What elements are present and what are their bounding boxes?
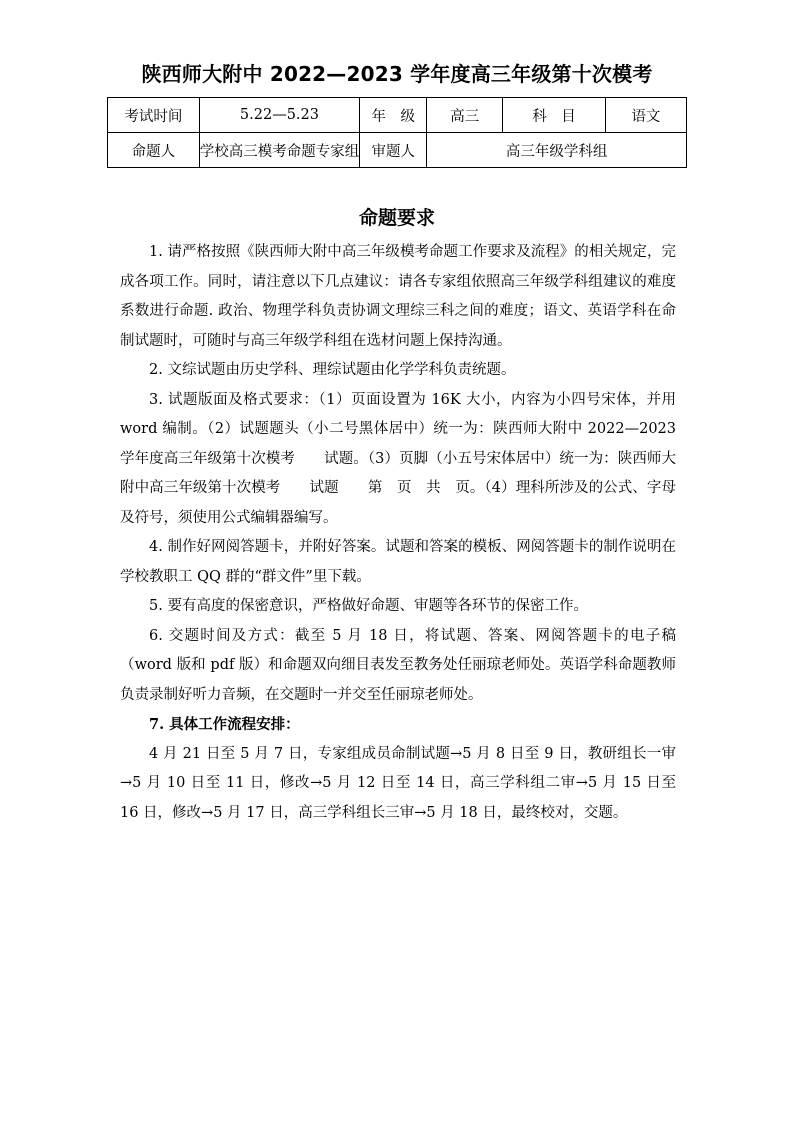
requirement-item-6: 6. 交题时间及方式：截至 5 月 18 日，将试题、答案、网阅答题卡的电子稿（word 版和 pdf 版）和命题双向细目表发至教务处任丽琼老师处。英语学科命题教师负责录制好听力音频，在交题时一并交至任丽琼老师处。 [120,627,676,703]
requirement-item-3: 3. 试题版面及格式要求：（1）页面设置为 16K 大小，内容为小四号宋体，并用 word 编制。（2）试题题头（小二号黑体居中）统一为：陕西师大附中 2022—2023 学年度高三年级第十次模考 试题。（3）页脚（小五号宋体居中）统一为：陕西师大附中高三年级第十次模考 试题 第 页 共 页。（4）理科所涉及的公式、字母及符号，须使用公式编辑器编写。 [120,391,676,526]
table-row [108,133,687,168]
grade-value: 高三 [427,98,503,133]
reviewer-label: 审题人 [360,133,427,168]
exam-time-label: 考试时间 [108,98,200,133]
table-row [108,98,687,133]
subject-label: 科 目 [503,98,605,133]
setter-label: 命题人 [108,133,200,168]
requirement-item-5: 5. 要有高度的保密意识，严格做好命题、审题等各环节的保密工作。 [149,598,588,614]
document-title: 陕西师大附中 2022—2023 学年度高三年级第十次模考 [141,62,653,86]
workflow-schedule: 4 月 21 日至 5 月 7 日，专家组成员命制试题→5 月 8 日至 9 日，教研组长一审→5 月 10 日至 11 日，修改→5 月 12 日至 14 日，高三学科组二审→5 月 15 日至 16 日，修改→5 月 17 日，高三学科组长三审→5 月 18 日，最终校对，交题。 [120,745,676,821]
requirement-item-2: 2. 文综试题由历史学科、理综试题由化学学科负责统题。 [149,362,516,378]
requirement-item-4: 4. 制作好网阅答题卡，并附好答案。试题和答案的模板、网阅答题卡的制作说明在学校教职工 QQ 群的“群文件”里下载。 [120,539,676,585]
subject-value: 语文 [605,98,686,133]
exam-info-table [107,97,687,168]
exam-time-value: 5.22—5.23 [199,98,360,133]
grade-label: 年 级 [360,98,427,133]
requirements-body [120,238,676,828]
requirement-item-1: 1. 请严格按照《陕西师大附中高三年级模考命题工作要求及流程》的相关规定，完成各项工作。同时，请注意以下几点建议：请各专家组依照高三年级学科组建议的难度系数进行命题. 政治、物理学科负责协调文理综三科之间的难度；语文、英语学科在命制试题时，可随时与高三年级学科组在选材问题上保持沟通。 [120,244,676,349]
requirement-item-7: 7. 具体工作流程安排： [149,716,300,733]
reviewer-value: 高三年级学科组 [427,133,687,168]
setter-value: 学校高三模考命题专家组 [199,133,360,168]
section-heading: 命题要求 [358,207,435,229]
